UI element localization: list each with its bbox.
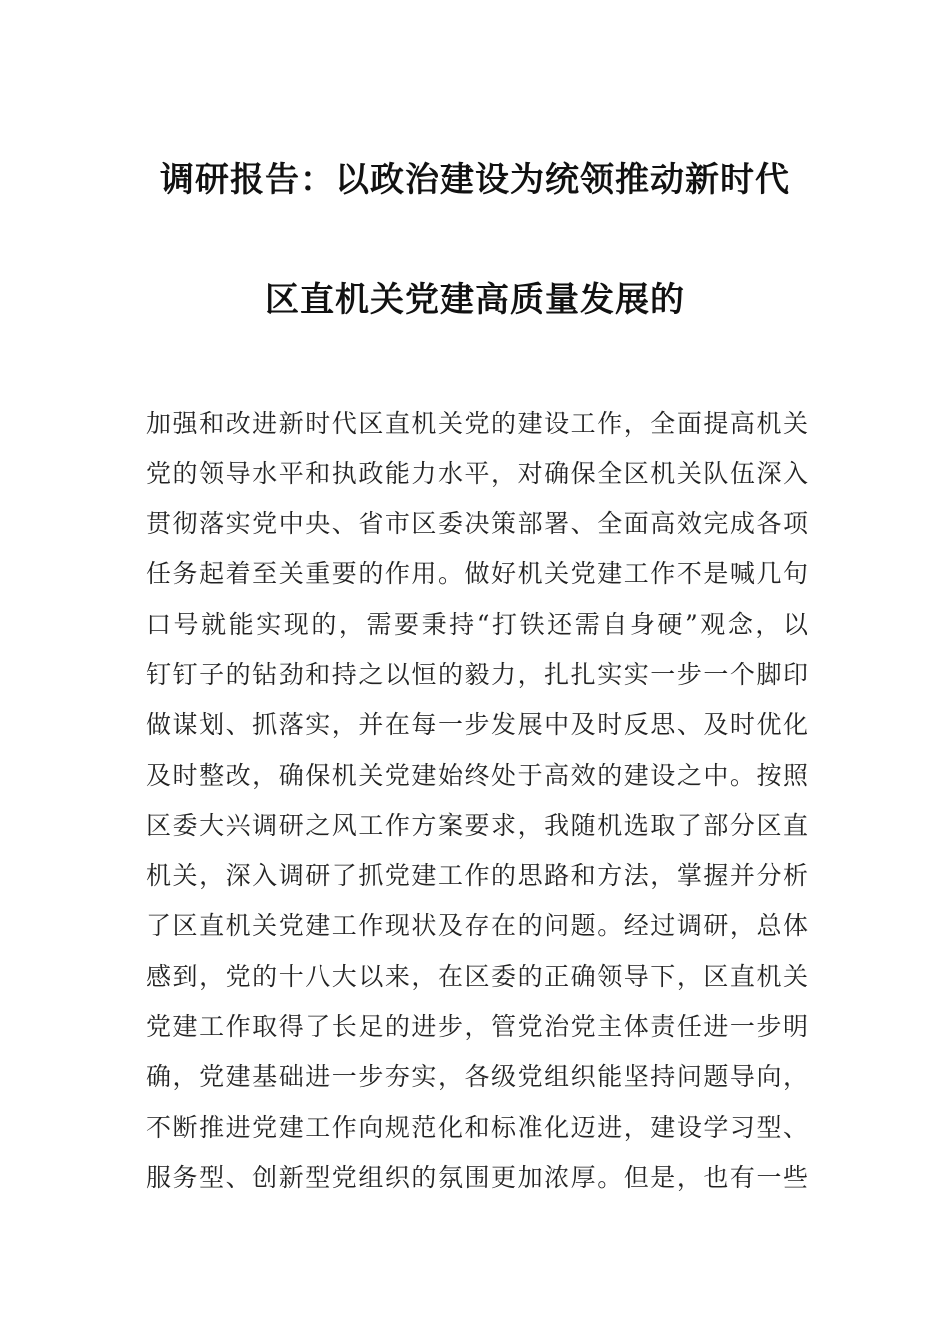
body-line: 党建工作取得了长足的进步，管党治党主体责任进一步明 xyxy=(146,1012,808,1041)
body-line: 区委大兴调研之风工作方案要求，我随机选取了部分区直 xyxy=(146,811,808,840)
body-line: 确，党建基础进一步夯实，各级党组织能坚持问题导向， xyxy=(146,1062,808,1091)
body-line: 钉钉子的钻劲和持之以恒的毅力，扎扎实实一步一个脚印 xyxy=(146,660,808,689)
body-line: 感到，党的十八大以来，在区委的正确领导下，区直机关 xyxy=(146,962,808,991)
body-line: 机关，深入调研了抓党建工作的思路和方法，掌握并分析 xyxy=(146,861,808,890)
document-title-line-2: 区直机关党建高质量发展的 xyxy=(265,280,685,320)
body-line: 服务型、创新型党组织的氛围更加浓厚。但是，也有一些 xyxy=(146,1163,808,1192)
body-line: 任务起着至关重要的作用。做好机关党建工作不是喊几句 xyxy=(146,559,808,588)
body-line: 及时整改，确保机关党建始终处于高效的建设之中。按照 xyxy=(146,761,808,790)
document-title-line-1: 调研报告：以政治建设为统领推动新时代 xyxy=(160,160,790,200)
body-line: 加强和改进新时代区直机关党的建设工作，全面提高机关 xyxy=(146,409,808,438)
body-line: 做谋划、抓落实，并在每一步发展中及时反思、及时优化 xyxy=(146,710,808,739)
body-line: 了区直机关党建工作现状及存在的问题。经过调研，总体 xyxy=(146,911,808,940)
body-line: 口号就能实现的，需要秉持“打铁还需自身硬”观念，以 xyxy=(146,610,808,639)
body-line: 党的领导水平和执政能力水平，对确保全区机关队伍深入 xyxy=(146,459,808,488)
body-line: 不断推进党建工作向规范化和标准化迈进，建设学习型、 xyxy=(146,1113,808,1142)
body-line: 贯彻落实党中央、省市区委决策部署、全面高效完成各项 xyxy=(146,509,808,538)
